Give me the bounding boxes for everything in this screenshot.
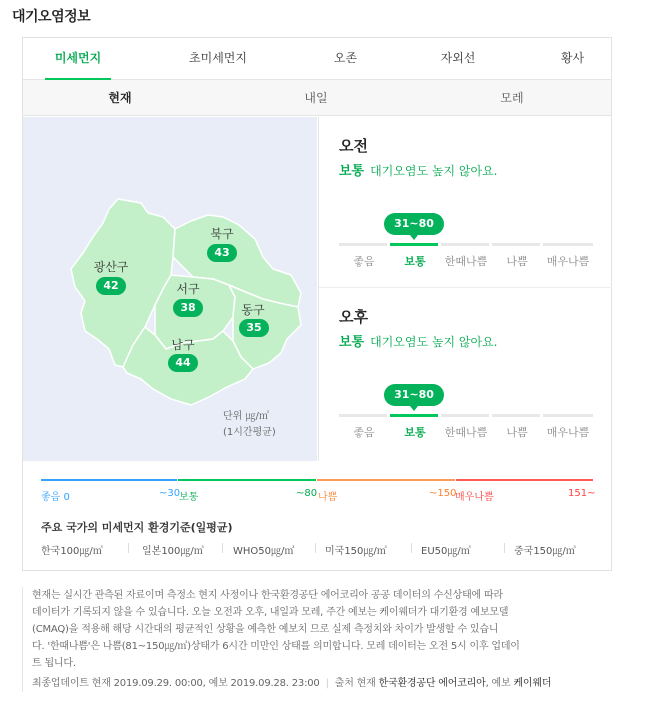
district-map (23, 117, 317, 461)
scale-bar-very-bad (543, 243, 593, 246)
air-pollution-card (22, 37, 612, 571)
legend-good-start: 좋음 0 (41, 492, 70, 503)
notice-line: (CMAQ)을 적용해 해당 시간대의 평균적인 상황을 예측한 예보치 므로 실제 측정치와 차이가 발생할 수 있습니 (32, 624, 499, 635)
source-line (32, 675, 612, 692)
scale-label-very-bad: 매우나쁨 (546, 255, 590, 268)
scale-label-bad: 나쁨 (506, 255, 528, 268)
scale-bar-normal (390, 243, 438, 246)
scale-bar-bad (492, 414, 540, 417)
notice-line: 다. '한때나쁨'은 나쁨(81~150㎍/㎥)상태가 6시간 미만인 상태를 의미합니다. 모레 데이터는 오전 5시 이후 업데이 (32, 641, 520, 652)
scale-bar-normal (390, 414, 438, 417)
scale-label-normal: 보통 (404, 255, 426, 268)
legend-bar-very-bad (456, 479, 593, 481)
forecast-period-am: 오전 (339, 137, 368, 155)
scale-label-normal: 보통 (404, 426, 426, 439)
district-name-seo: 서구 (176, 282, 200, 296)
unit-label: 단위 ㎍/㎥ (223, 411, 269, 422)
tab-yellow-dust[interactable]: 황사 (560, 51, 585, 65)
notice-line: 데이터가 기록되지 않을 수 있습니다. 오늘 오전과 오후, 내일과 모레, 주간 예보는 케이웨더가 대기환경 예보모델 (32, 607, 509, 618)
scale-bar-good (339, 243, 387, 246)
forecast-range-pm: 31~80 (384, 384, 444, 406)
legend-bar-normal (178, 479, 316, 481)
standard-divider (315, 543, 316, 553)
forecast-grade-pm: 보통 (339, 335, 365, 350)
legend-normal-start: 보통 (179, 492, 199, 503)
map-unit (223, 409, 276, 441)
data-notice (22, 587, 612, 692)
legend-bad-end: ~150 (429, 488, 457, 499)
scale-bar-very-bad (543, 414, 593, 417)
district-name-buk: 북구 (210, 227, 234, 241)
scale-label-bad: 나쁨 (506, 426, 528, 439)
standard-who: WHO50㎍/㎥ (233, 546, 295, 557)
standard-japan: 일본100㎍/㎥ (142, 546, 204, 557)
scale-label-good: 좋음 (353, 426, 375, 439)
standard-divider (411, 543, 412, 553)
legend-bar-good (41, 479, 177, 481)
standards-title: 주요 국가의 미세먼지 환경기준(일평균) (41, 521, 233, 534)
notice-line: 현재는 실시간 관측된 자료이며 측정소 현지 사정이나 한국환경공단 에어코리아 공공 데이터의 수신상태에 따라 (32, 590, 503, 601)
standard-usa: 미국150㎍/㎥ (325, 546, 387, 557)
forecast-pm (319, 287, 612, 457)
day-tabs (23, 80, 611, 116)
source-airkorea-link[interactable]: 한국환경공단 에어코리아 (378, 678, 486, 689)
scale-bar-bad (492, 243, 540, 246)
district-value-gwangsan: 42 (96, 277, 126, 295)
district-value-nam: 44 (168, 354, 198, 372)
page-title: 대기오염정보 (12, 9, 91, 25)
tab-pm25[interactable]: 초미세먼지 (189, 51, 247, 65)
legend-very-bad-end: 151~ (568, 488, 596, 499)
tab-uv[interactable]: 자외선 (440, 51, 476, 65)
standard-divider (504, 543, 505, 553)
standard-korea: 한국100㎍/㎥ (41, 546, 103, 557)
tab-day-after-tomorrow[interactable]: 모레 (500, 91, 524, 105)
legend-bad-start: 나쁨 (318, 492, 338, 503)
forecast-message-pm: 대기오염도 높지 않아요. (370, 335, 498, 349)
legend-good-end: ~30 (159, 488, 181, 499)
forecast-am (319, 117, 612, 287)
scale-label-sometimes-bad: 한때나쁨 (444, 426, 488, 439)
forecast-grade-am: 보통 (339, 164, 365, 179)
legend-normal-end: ~80 (296, 488, 318, 499)
forecast-panel (318, 117, 611, 461)
district-value-buk: 43 (207, 244, 237, 262)
forecast-message-am: 대기오염도 높지 않아요. (370, 164, 498, 178)
district-value-dong: 35 (239, 319, 269, 337)
unit-note: (1시간평균) (223, 427, 276, 438)
grade-legend (41, 479, 596, 509)
forecast-status-am (339, 160, 498, 179)
pollutant-tabs (23, 38, 611, 80)
standard-divider (128, 543, 129, 553)
tab-ozone[interactable]: 오존 (333, 51, 358, 65)
source-divider: | (325, 678, 329, 689)
tab-tomorrow[interactable]: 내일 (304, 91, 328, 105)
legend-bar-bad (317, 479, 455, 481)
forecast-status-pm (339, 331, 498, 350)
scale-bar-sometimes-bad (441, 243, 489, 246)
notice-line: 트 됩니다. (32, 658, 76, 669)
standard-china: 중국150㎍/㎥ (514, 546, 576, 557)
tab-pm10[interactable]: 미세먼지 (45, 38, 111, 80)
scale-label-sometimes-bad: 한때나쁨 (444, 255, 488, 268)
last-updated: 최종업데이트 현재 2019.09.29. 00:00, 예보 2019.09.28. 23:00 (32, 678, 320, 689)
district-name-nam: 남구 (171, 338, 195, 352)
legend-very-bad-start: 매우나쁨 (455, 492, 494, 503)
scale-label-good: 좋음 (353, 255, 375, 268)
scale-bar-sometimes-bad (441, 414, 489, 417)
standard-eu: EU50㎍/㎥ (421, 546, 471, 557)
district-value-seo: 38 (173, 299, 203, 317)
standard-divider (222, 543, 223, 553)
tab-today[interactable]: 현재 (108, 91, 132, 105)
scale-bar-good (339, 414, 387, 417)
source-mid: , 예보 (485, 678, 511, 689)
district-name-gwangsan: 광산구 (93, 260, 129, 274)
forecast-range-am: 31~80 (384, 213, 444, 235)
source-kweather-link[interactable]: 케이웨더 (513, 678, 552, 689)
scale-label-very-bad: 매우나쁨 (546, 426, 590, 439)
source-prefix: 출처 현재 (334, 678, 376, 689)
district-name-dong: 동구 (241, 303, 265, 317)
forecast-period-pm: 오후 (339, 308, 368, 326)
